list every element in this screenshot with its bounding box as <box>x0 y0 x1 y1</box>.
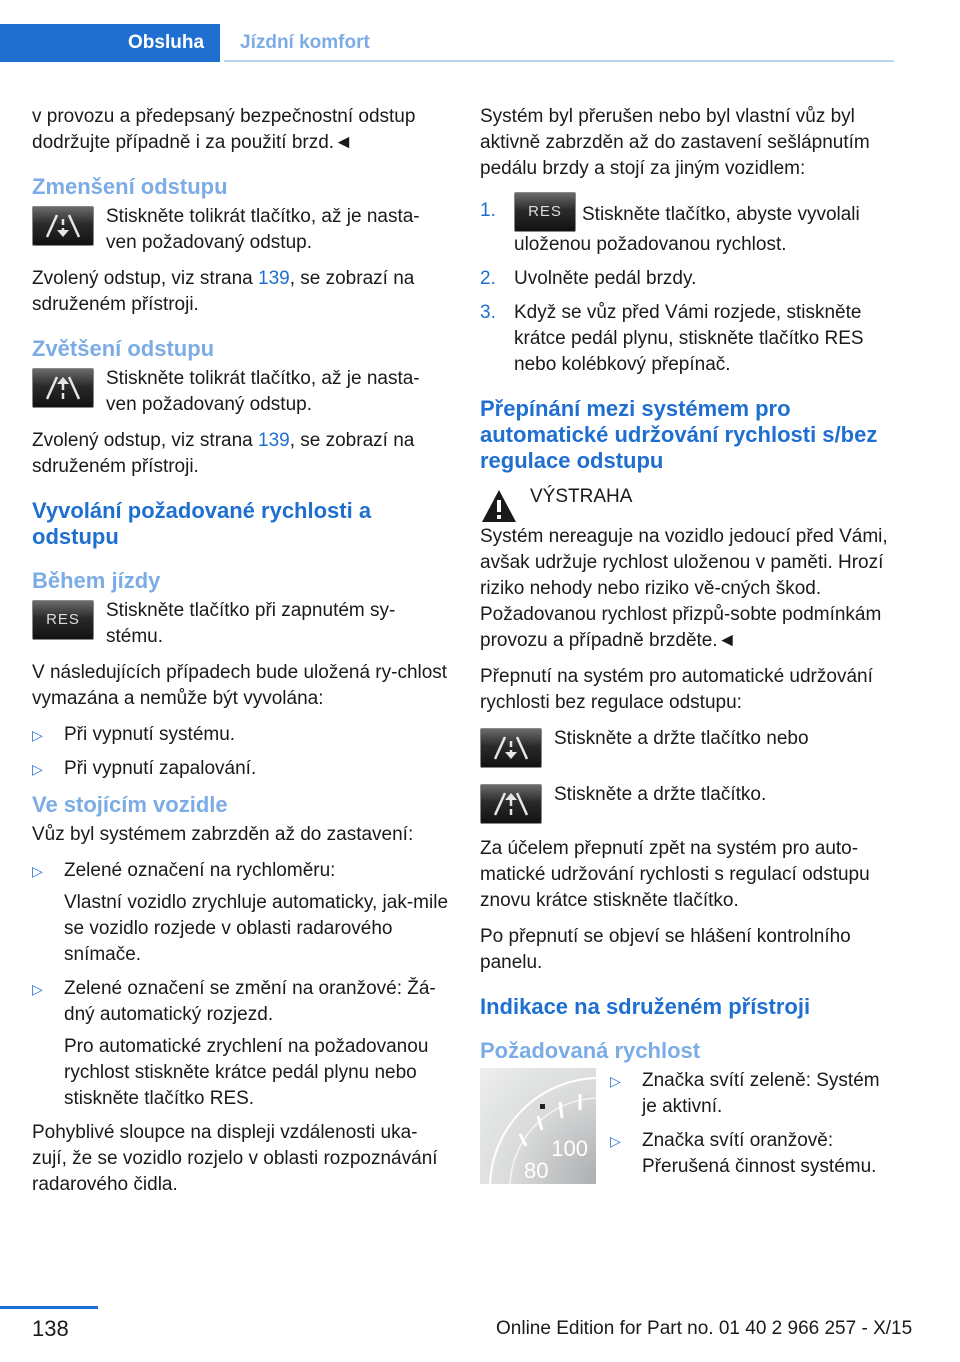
steps-list <box>480 198 898 378</box>
list-item: ▷ Při vypnutí systému. <box>32 722 448 748</box>
page-link-139[interactable]: 139 <box>258 268 290 289</box>
interrupted-intro: Systém byl přerušen nebo byl vlastní vůz byl aktivně zabrzděn až do zastavení sešlápnutím pedálu brzdy a stojí za jiným vozidlem: <box>480 106 870 179</box>
section-display: Indikace na sdruženém přístroji <box>480 994 811 1019</box>
res-button-icon: RES <box>32 600 94 640</box>
speedometer-image <box>480 1068 596 1184</box>
list-item: 3. Když se vůz před Vámi rozjede, stiskněte krátce pedál plynu, stiskněte tlačítko RES nebo kolébkový přepínač. <box>480 302 864 375</box>
section-recall: Vyvolání požadované rychlosti a odstupu <box>32 498 372 549</box>
res-instruction <box>32 598 448 650</box>
section-increase-distance: Zvětšení odstupu <box>32 336 215 361</box>
header-divider <box>224 60 894 62</box>
distance-button-icon <box>32 206 94 246</box>
increase-instruction <box>32 366 448 418</box>
standstill-intro: Vůz byl systémem zabrzděn až do zastavení: <box>32 824 414 845</box>
warning-text: Systém nereaguje na vozidlo jedoucí před Vámi, avšak udržuje rychlost uloženou v paměti. Hrozí riziko nehody nebo riziko vě-cných škod. Požadovanou rychlost přizpů-sobte podmínkám provozu a případně brzděte.◄ <box>480 526 888 651</box>
edition-text: Online Edition for Part no. 01 40 2 966 257 - X/15 <box>496 1318 913 1339</box>
left-column <box>32 104 448 1208</box>
page-link-139[interactable]: 139 <box>258 430 290 451</box>
triangle-bullet-icon: ▷ <box>32 981 43 997</box>
list-item: ▷ Zelené označení na rychloměru: Vlastní vozidlo zrychluje automaticky, jak-mile se vozidlo rozjede v oblasti radarového snímače. <box>32 858 448 968</box>
desired-speed-block <box>480 1068 898 1194</box>
list-item: 1. RES Stiskněte tlačítko, abyste vyvolali uloženou požadovanou rychlost. <box>480 198 898 258</box>
section-switch-systems: Přepínání mezi systémem pro automatické udržování rychlosti s/bez regulace odstupu <box>480 396 878 473</box>
after-switch-text: Po přepnutí se objeví se hlášení kontrolního panelu. <box>480 926 851 973</box>
list-item: ▷ Značka svítí zeleně: Systém je aktivní. <box>610 1068 898 1120</box>
gauge-label-80: 80 <box>524 1158 549 1183</box>
gauge-label-100: 100 <box>551 1136 588 1161</box>
section-standstill: Ve stojícím vozidle <box>32 792 228 817</box>
deleted-list <box>32 722 448 782</box>
list-item: 2. Uvolněte pedál brzdy. <box>480 268 697 289</box>
section-desired-speed: Požadovaná rychlost <box>480 1038 701 1063</box>
increase-text: Stiskněte tolikrát tlačítko, až je nasta-ven požadovaný odstup. <box>106 368 420 415</box>
switch-intro: Přepnutí na systém pro automatické udržování rychlosti bez regulace odstupu: <box>480 666 873 713</box>
distance-button-icon <box>480 728 542 768</box>
intro-text: v provozu a předepsaný bezpečnostní odstup dodržujte případně i za použití brzd.◄ <box>32 106 416 153</box>
right-column <box>480 104 898 1194</box>
deleted-intro: V následujících případech bude uložená ry-chlost vymazána a nemůže být vyvolána: <box>32 662 448 709</box>
chosen-distance-note-2: Zvolený odstup, viz strana 139, se zobrazí na sdruženém přístroji. <box>32 430 415 477</box>
tab-obsluha[interactable]: Obsluha <box>0 24 220 62</box>
list-item: ▷ Značka svítí oranžově: Přerušená činnost systému. <box>610 1128 898 1180</box>
res-button-icon: RES <box>514 192 576 232</box>
warning-block <box>480 484 898 524</box>
triangle-bullet-icon: ▷ <box>32 761 43 777</box>
chosen-distance-note-1: Zvolený odstup, viz strana 139, se zobrazí na sdruženém přístroji. <box>32 268 415 315</box>
section-decrease-distance: Zmenšení odstupu <box>32 174 228 199</box>
list-item: ▷ Při vypnutí zapalování. <box>32 756 448 782</box>
press-hold: Stiskněte a držte tlačítko. <box>480 782 898 824</box>
standstill-list <box>32 858 448 1112</box>
bars-text: Pohyblivé sloupce na displeji vzdálenosti uka-zují, že se vozidlo rozjelo v oblasti rozpoznávání radarového čidla. <box>32 1122 438 1195</box>
footer-divider <box>0 1306 98 1309</box>
press-hold-or: Stiskněte a držte tlačítko nebo <box>480 726 898 768</box>
warning-label: VÝSTRAHA <box>530 486 633 507</box>
triangle-bullet-icon: ▷ <box>32 863 43 879</box>
decrease-instruction <box>32 204 448 256</box>
triangle-bullet-icon: ▷ <box>32 727 43 743</box>
section-during-drive: Během jízdy <box>32 568 161 593</box>
distance-button-icon <box>32 368 94 408</box>
desired-list <box>610 1068 898 1188</box>
list-item: ▷ Zelené označení se změní na oranžové: Žá-dný automatický rozjezd. Pro automatické zrychlení na požadovanou rychlost stiskněte krátce pedál plynu nebo stiskněte tlačítko RES. <box>32 976 448 1112</box>
triangle-bullet-icon: ▷ <box>610 1133 621 1149</box>
decrease-text: Stiskněte tolikrát tlačítko, až je nasta-ven požadovaný odstup. <box>106 206 420 253</box>
tab-jizdni-komfort[interactable]: Jízdní komfort <box>240 32 370 53</box>
switch-back-text: Za účelem přepnutí zpět na systém pro auto-matické udržování rychlosti s regulací odstupu znovu krátce stiskněte tlačítko. <box>480 838 870 911</box>
triangle-bullet-icon: ▷ <box>610 1073 621 1089</box>
distance-button-icon <box>480 784 542 824</box>
during-text: Stiskněte tlačítko při zapnutém sy-stému. <box>106 600 396 647</box>
warning-triangle-icon <box>480 488 518 524</box>
page-number: 138 <box>32 1316 69 1341</box>
